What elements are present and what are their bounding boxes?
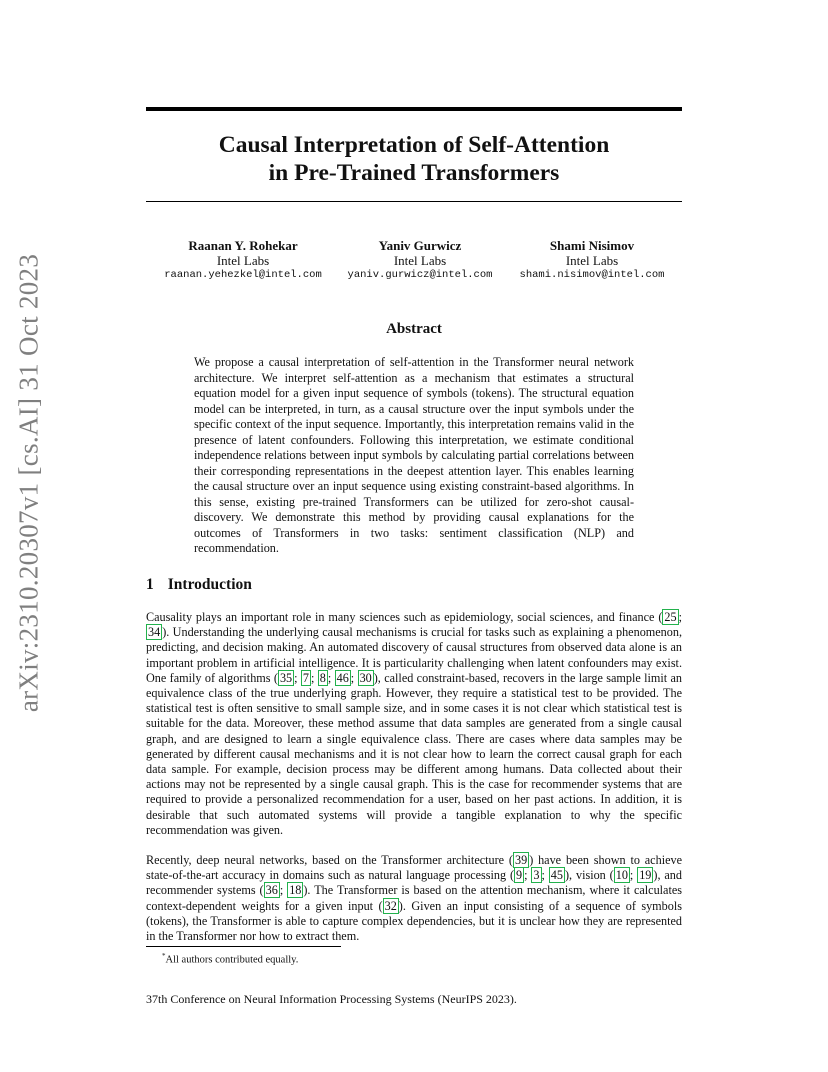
author-block-3: [510, 238, 674, 283]
paragraph-text: ). The Transformer is based on the attention mechanism, where it calculates context-dependent weights for a given input (: [146, 883, 683, 913]
citation-link[interactable]: 19: [639, 868, 652, 883]
author-affiliation: Intel Labs: [565, 253, 619, 268]
section-title: Introduction: [167, 576, 252, 593]
author-affiliation: Intel Labs: [393, 253, 447, 268]
paragraph-text: Recently, deep neural networks, based on the Transformer architecture (: [146, 853, 513, 867]
author-email: raanan.yehezkel@intel.com: [164, 269, 322, 281]
paragraph-text: ), vision (: [564, 868, 614, 883]
citation-link[interactable]: 36: [265, 883, 278, 898]
intro-paragraph-2: Recently, deep neural networks, based on the Transformer architecture ( 39 ) have been shown to achieve state-of-the-art accuracy in domains such as natural language processing ( 9 ; 3 ; 45 ), vision ( 10 ; 19 ), and recommender systems ( 36 ; 18 ). The Transformer is based on the attention mechanism, where it calculates context-dependent weights for a given input ( 32 ). Given an input consisting of a sequence of symbols (tokens), the Transformer is able to capture complex dependencies, but it is unclear how they are represented in the Transformer nor how to extract them.: [146, 853, 683, 944]
paragraph-text: ), called constraint-based, recovers in the large sample limit an equivalence class of the true underlying graph. However, they require a statistical test to be provided. The statistical test is often sensitive to small sample size, and in some cases it is not clear which statistical test is suitable for the data. Moreover, these method assume that data samples are generated from a single causal graph, and are designed to learn a single equivalence class. There are cases where data samples may be generated by different causal mechanisms and it is not clear how to learn the correct causal graph for each data sample. For example, decision process may be different among humans. Data collected about their actions may not be represented by a single causal graph. This is the case for recommender systems that are required to provide a personalized recommendation for a user, based on her past actions. In addition, it is desirable that such automated systems will provide a tangible explanation to why the specific recommendation was given.: [146, 670, 683, 837]
citation-link[interactable]: 8: [319, 670, 326, 685]
arxiv-sidebar-stamp: [12, 253, 46, 713]
paragraph-text: ). Given an input consisting of a sequence of symbols (tokens), the Transformer is able to capture complex dependencies, but it is unclear how they are represented in the Transformer nor how to extract them.: [146, 898, 682, 944]
citation-link[interactable]: 39: [515, 853, 528, 867]
footnote-text: All authors contributed equally.: [165, 954, 299, 966]
paragraph-text: Causality plays an important role in many sciences such as epidemiology, social sciences, and finance (: [146, 610, 663, 624]
citation-link[interactable]: 9: [516, 868, 523, 883]
citation-link[interactable]: 32: [384, 898, 397, 913]
abstract-heading: Abstract: [386, 321, 442, 337]
author-block-2: [340, 238, 500, 283]
paragraph-text: ), and recommender systems (: [146, 868, 682, 898]
citation-link[interactable]: 3: [533, 868, 540, 883]
citation-link[interactable]: 18: [289, 883, 302, 898]
citation-link[interactable]: 25: [664, 610, 677, 624]
section-number: 1: [146, 576, 154, 593]
author-affiliation: Intel Labs: [216, 253, 270, 268]
author-name: Shami Nisimov: [549, 238, 635, 253]
author-name: Yaniv Gurwicz: [378, 238, 462, 253]
author-name: Raanan Y. Rohekar: [188, 238, 298, 253]
abstract-text: We propose a causal interpretation of self-attention in the Transformer neural network architecture. We interpret self-attention as a mechanism that estimates a structural equation model for a given input sequence of symbols (tokens). The structural equation model can be interpreted, in turn, as a causal structure over the input symbols under the specific context of the input sequence. Importantly, this interpretation remains valid in the presence of latent confounders. Following this interpretation, we estimate conditional independence relations between input symbols by calculating partial correlations between their corresponding representations in the deepest attention layer. This enables learning the causal structure over an input sequence using existing constraint-based algorithms. In this sense, existing pre-trained Transformers can be utilized for zero-shot causal-discovery. We demonstrate this method by providing causal explanations for the outcomes of Transformers in two tasks: sentiment classification (NLP) and recommendation.: [194, 355, 634, 555]
citation-link[interactable]: 30: [359, 670, 372, 685]
citation-link[interactable]: 46: [336, 670, 349, 685]
title-rule: [146, 201, 682, 202]
footnote-rule: [146, 946, 341, 947]
conference-note: 37th Conference on Neural Information Processing Systems (NeurIPS 2023).: [146, 992, 517, 1006]
footnote-mark: *: [162, 952, 166, 960]
citation-link[interactable]: 45: [550, 868, 563, 883]
title-line-1: Causal Interpretation of Self-Attention: [218, 132, 610, 158]
footnote: [162, 952, 298, 966]
citation-link[interactable]: 35: [279, 670, 293, 685]
section-heading: [146, 576, 252, 594]
citation-link[interactable]: 10: [615, 868, 628, 883]
arxiv-id: arXiv:2310.20307v1 [cs.AI] 31 Oct 2023: [13, 253, 44, 713]
paper-title: [146, 131, 682, 187]
top-rule: [146, 107, 682, 111]
title-line-2: in Pre-Trained Transformers: [268, 160, 560, 186]
intro-paragraph-1: Causality plays an important role in many sciences such as epidemiology, social sciences, and finance ( 25 ; 34 ). Understanding the underlying causal mechanisms is crucial for tasks such as explaining a phenomenon, predicting, and decision making. An automated discovery of causal structures from observed data alone is an important problem in artificial intelligence. It is particularity challenging when latent confounders may exist. One family of algorithms ( 35 ; 7 ; 8 ; 46 ; 30 ), called constraint-based, recovers in the large sample limit an equivalence class of the true underlying graph. However, they require a statistical test to be provided. The statistical test is often sensitive to small sample size, and in some cases it is not clear which statistical test is suitable for the data. Moreover, these method assume that data samples are generated from a single causal graph, and are designed to learn a single equivalence class. There are cases where data samples may be generated by different causal mechanisms and it is not clear how to learn the correct causal graph for each data sample. For example, decision process may be different among humans. Data collected about their actions may not be represented by a single causal graph. This is the case for recommender systems that are required to provide a personalized recommendation for a user, based on her past actions. In addition, it is desirable that such automated systems will provide a tangible explanation to why the specific recommendation was given.: [146, 610, 683, 837]
author-email: shami.nisimov@intel.com: [519, 269, 665, 281]
paragraph-text: ). Understanding the underlying causal mechanisms is crucial for tasks such as explaining a phenomenon, predicting, and decision making. An automated discovery of causal structures from observed data alone is an important problem in artificial intelligence. It is particularity challenging when latent confounders may exist. One family of algorithms (: [146, 625, 682, 685]
author-email: yaniv.gurwicz@intel.com: [347, 269, 493, 281]
citation-link[interactable]: 7: [302, 670, 309, 685]
citation-link[interactable]: 34: [148, 625, 161, 640]
author-block-1: [146, 238, 340, 283]
paragraph-text: ) have been shown to achieve state-of-the-art accuracy in domains such as natural language processing (: [146, 853, 682, 883]
